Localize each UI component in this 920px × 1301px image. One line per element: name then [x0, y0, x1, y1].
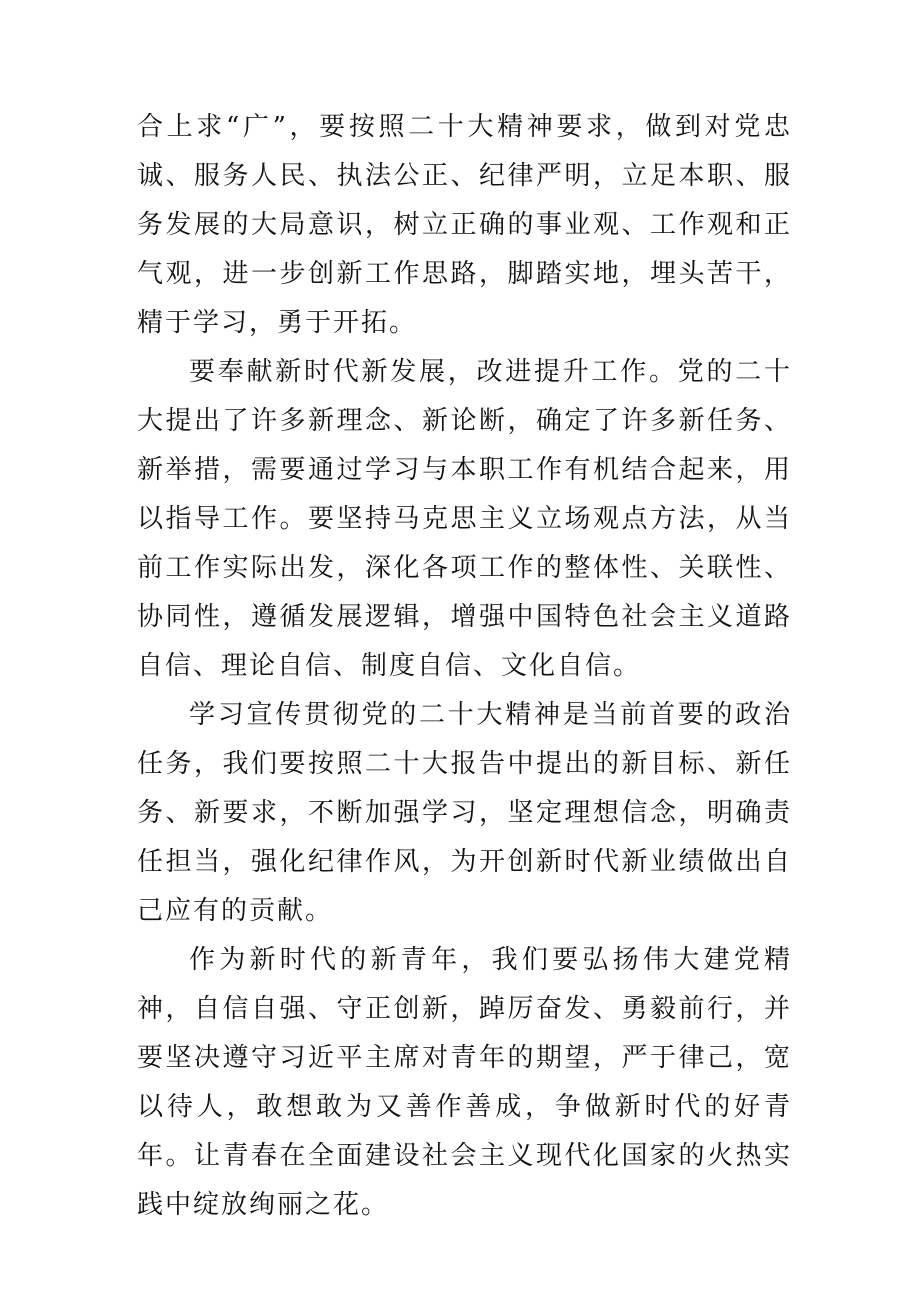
paragraph-3: 学习宣传贯彻党的二十大精神是当前首要的政治任务，我们要按照二十大报告中提出的新目标、新任务、新要求，不断加强学习，坚定理想信念，明确责任担当，强化纪律作风，为开创新时代新业绩做出自己应有的贡献。 [137, 700, 792, 926]
paragraph-1: 合上求“广”，要按照二十大精神要求，做到对党忠诚、服务人民、执法公正、纪律严明，立足本职、服务发展的大局意识，树立正确的事业观、工作观和正气观，进一步创新工作思路，脚踏实地，埋头苦干，精于学习，勇于开拓。 [137, 112, 792, 338]
paragraph-4: 作为新时代的新青年，我们要弘扬伟大建党精神，自信自强、守正创新，踔厉奋发、勇毅前行，并要坚决遵守习近平主席对青年的期望，严于律己，宽以待人，敢想敢为又善作善成，争做新时代的好青年。让青春在全面建设社会主义现代化国家的火热实践中绽放绚丽之花。 [137, 945, 792, 1220]
paragraph-2: 要奉献新时代新发展，改进提升工作。党的二十大提出了许多新理念、新论断，确定了许多新任务、新举措，需要通过学习与本职工作有机结合起来，用以指导工作。要坚持马克思主义立场观点方法，从当前工作实际出发，深化各项工作的整体性、关联性、协同性，遵循发展逻辑，增强中国特色社会主义道路自信、理论自信、制度自信、文化自信。 [137, 357, 792, 681]
document-body [137, 103, 792, 1230]
